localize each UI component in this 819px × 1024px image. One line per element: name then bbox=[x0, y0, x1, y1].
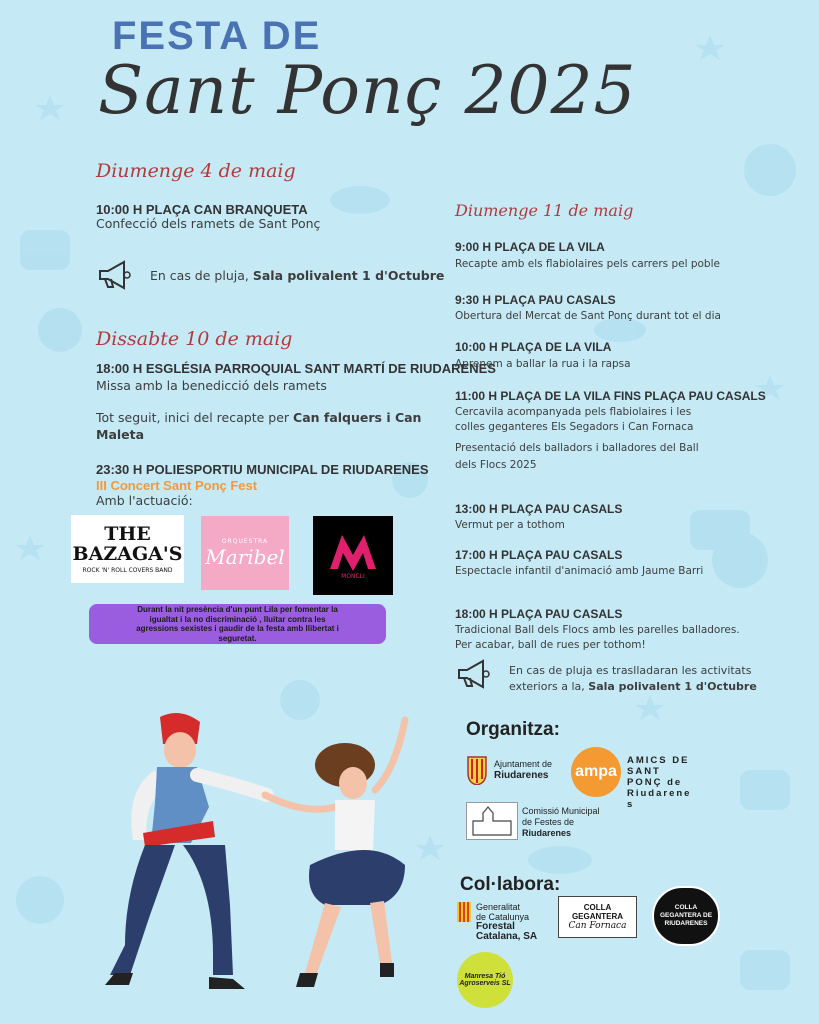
band-subtitle: ROCK 'N' ROLL COVERS BAND bbox=[82, 567, 173, 574]
band-name: THE BAZAGA'S bbox=[72, 523, 183, 565]
manresa-line1: Manresa Tió bbox=[464, 973, 506, 980]
event-heading: 10:00 H PLAÇA DE LA VILA bbox=[455, 340, 612, 354]
notice-text: Durant la nit presència d'un punt Lila per fomentar la igualtat i la no discriminació , lluitar contra les agressions sexistes i gaudir de la festa amb llibertat i seguretat. bbox=[136, 605, 339, 643]
forestal-catalana: Forestal Catalana, SA bbox=[476, 921, 538, 942]
amics-sant-ponc: AMICS DE SANT PONÇ de Riudarenes bbox=[627, 755, 692, 810]
festa-de-title: FESTA DE bbox=[112, 14, 322, 58]
band-subtitle: ORQUESTRA bbox=[221, 537, 269, 545]
senyera-icon bbox=[457, 902, 471, 922]
event-heading: 9:30 H PLAÇA PAU CASALS bbox=[455, 293, 616, 307]
band-logo-bazagas bbox=[71, 515, 184, 583]
event-heading: 18:00 H ESGLÉSIA PARROQUIAL SANT MARTÍ DE RIUDARENES bbox=[96, 361, 496, 376]
ampa-logo bbox=[571, 747, 621, 797]
day-heading-11-maig: Diumenge 11 de maig bbox=[455, 201, 634, 220]
comissio-logo bbox=[466, 802, 518, 840]
event-description: Aprenem a ballar la rua i la rapsa bbox=[455, 358, 631, 370]
rain-prefix: En cas de pluja, bbox=[150, 268, 249, 283]
colla2-text: COLLA GEGANTERA DE RIUDARENES bbox=[659, 904, 713, 927]
event-description: Cercavila acompanyada pels flabiolaires i les colles geganteres Els Segadors i Can Fornaca bbox=[455, 406, 694, 433]
rain-prefix: En cas de pluja es traslladaran les activitats exteriors a la, bbox=[509, 664, 752, 693]
event-extra bbox=[96, 409, 426, 443]
colla1-line1: COLLA GEGANTERA bbox=[571, 903, 624, 921]
punt-lila-notice bbox=[89, 604, 386, 644]
ampa-text: ampa bbox=[575, 763, 617, 780]
organitza-heading: Organitza: bbox=[466, 719, 560, 740]
comissio-line3: Riudarenes bbox=[522, 828, 572, 838]
colla1-line2: Can Fornaca bbox=[568, 921, 627, 931]
rain-notice-right bbox=[509, 663, 794, 695]
rain-notice-left bbox=[150, 268, 444, 283]
event-description: Amb l'actuació: bbox=[96, 493, 193, 508]
manresa-line2: Agroserveis SL bbox=[459, 980, 511, 987]
event-description: Obertura del Mercat de Sant Ponç durant tot el dia bbox=[455, 310, 721, 322]
sant-ponc-title: Sant Ponç 2025 bbox=[98, 52, 637, 129]
extra-prefix: Tot seguit, inici del recapte per bbox=[96, 410, 290, 425]
band-logo-maribel bbox=[201, 516, 289, 590]
event-description: Tradicional Ball dels Flocs amb les parelles balladores. Per acabar, ball de rues per tothom! bbox=[455, 624, 740, 651]
event-description: Recapte amb els flabiolaires pels carrers pel poble bbox=[455, 258, 720, 270]
comissio-text bbox=[522, 806, 600, 839]
event-heading: 13:00 H PLAÇA PAU CASALS bbox=[455, 502, 623, 516]
event-description: Missa amb la benedicció dels ramets bbox=[96, 378, 327, 393]
event-description: Espectacle infantil d'animació amb Jaume Barri bbox=[455, 565, 704, 577]
rain-place: Sala polivalent 1 d'Octubre bbox=[252, 268, 445, 283]
coat-of-arms-icon bbox=[466, 755, 488, 785]
event-heading: 9:00 H PLAÇA DE LA VILA bbox=[455, 240, 605, 254]
day-heading-4-maig: Diumenge 4 de maig bbox=[96, 160, 296, 182]
m-logo-icon bbox=[326, 531, 380, 571]
band-logo-moncli bbox=[313, 516, 393, 595]
extra-bold: Can falquers i Can Maleta bbox=[96, 410, 422, 442]
concert-name: III Concert Sant Ponç Fest bbox=[96, 478, 258, 493]
event-description: Presentació dels balladors i balladores del Ball dels Flocs 2025 bbox=[455, 442, 699, 471]
collabora-heading: Col·labora: bbox=[460, 874, 561, 895]
event-heading: 18:00 H PLAÇA PAU CASALS bbox=[455, 607, 623, 621]
generalitat-line1: Generalitat bbox=[476, 902, 521, 912]
dancers-illustration bbox=[85, 705, 425, 1005]
manresa-tio-logo bbox=[457, 952, 513, 1008]
colla-riudarenes-logo bbox=[652, 886, 720, 946]
colla-can-fornaca-logo bbox=[558, 896, 637, 938]
rain-place: Sala polivalent 1 d'Octubre bbox=[588, 680, 757, 693]
event-heading: 10:00 H PLAÇA CAN BRANQUETA bbox=[96, 202, 308, 217]
event-description: Confecció dels ramets de Sant Ponç bbox=[96, 216, 321, 231]
day-heading-10-maig: Dissabte 10 de maig bbox=[96, 328, 293, 350]
megaphone-icon bbox=[96, 259, 136, 291]
ajuntament-line2: Riudarenes bbox=[494, 770, 549, 781]
event-heading: 17:00 H PLAÇA PAU CASALS bbox=[455, 548, 623, 562]
ajuntament-line1: Ajuntament de bbox=[494, 759, 553, 769]
event-description: Vermut per a tothom bbox=[455, 519, 565, 531]
megaphone-icon bbox=[455, 658, 495, 690]
generalitat-line2: de Catalunya bbox=[476, 912, 530, 922]
comissio-line1: Comissió Municipal bbox=[522, 806, 600, 816]
ajuntament-logo bbox=[466, 753, 566, 787]
generalitat-logo bbox=[457, 902, 556, 942]
church-icon bbox=[467, 803, 517, 839]
event-heading: 11:00 H PLAÇA DE LA VILA FINS PLAÇA PAU CASALS bbox=[455, 389, 766, 403]
event-heading: 23:30 H POLIESPORTIU MUNICIPAL DE RIUDARENES bbox=[96, 462, 429, 477]
band-subtitle: MONCLI bbox=[341, 573, 365, 580]
band-name: Maribel bbox=[205, 544, 285, 569]
comissio-line2: de Festes de bbox=[522, 817, 575, 827]
